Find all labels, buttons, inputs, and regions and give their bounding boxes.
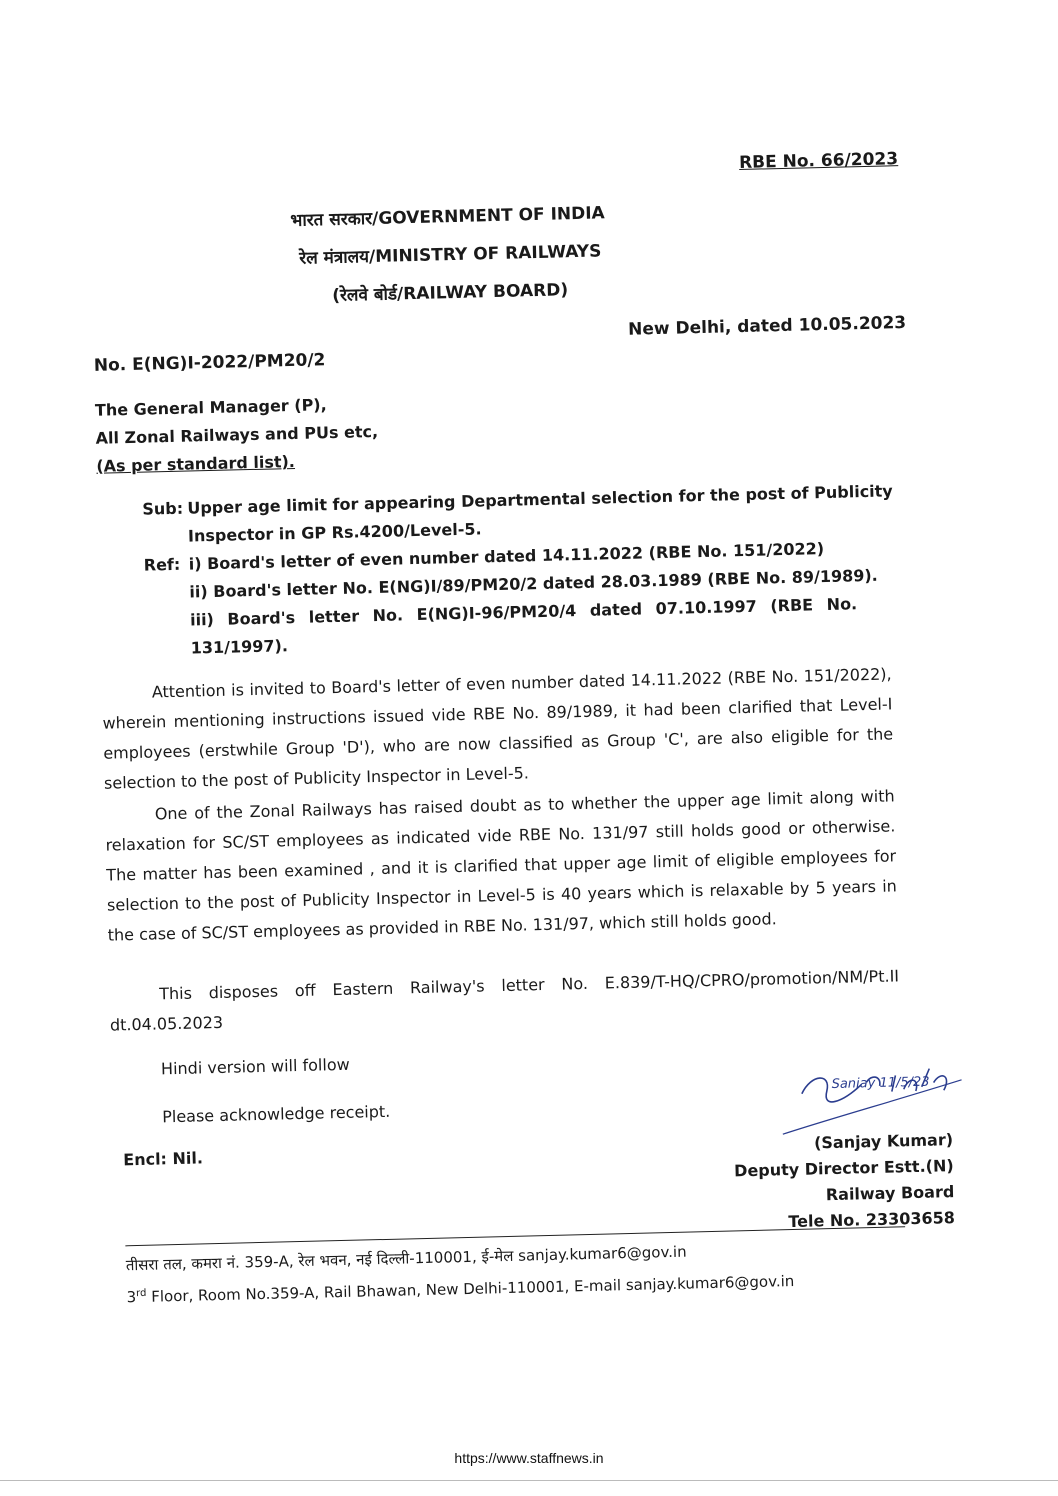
signatory-designation: Deputy Director Estt.(N): [733, 1156, 954, 1181]
signatory-name: (Sanjay Kumar): [813, 1130, 954, 1153]
place-date: New Delhi, dated 10.05.2023: [627, 312, 907, 340]
reference-3-cont: 131/1997).: [190, 636, 289, 658]
footer-hindi-address: तीसरा तल, कमरा नं. 359-A, रेल भवन, नई दिल्ली-110001, ई-मेल sanjay.kumar6@gov.in: [125, 1242, 687, 1275]
paragraph-1: Attention is invited to Board's letter of even number dated 14.11.2022 (RBE No. 151/2022), wherein mentioning instructions issued vide RBE No. 89/1989, it had been clarified that Level-I employees (erstwhile Group 'D'), who are now classified as Group 'C', are also eligible for the selection to the post of Publicity Inspector in Level-5.: [102, 664, 894, 793]
acknowledge-note: Please acknowledge receipt.: [161, 1101, 391, 1127]
addressee-line-1: The General Manager (P),: [94, 395, 327, 420]
signatory-office: Railway Board: [825, 1182, 955, 1205]
reference-2: ii) Board's letter No. E(NG)I/89/PM20/2 dated 28.03.1989 (RBE No. 89/1989).: [189, 565, 878, 602]
reference-1: i) Board's letter of even number dated 14.11.2022 (RBE No. 151/2022): [188, 539, 825, 574]
header-ministry: रेल मंत्रालय/MINISTRY OF RAILWAYS: [299, 241, 602, 269]
hindi-version-note: Hindi version will follow: [160, 1054, 350, 1079]
header-board: (रेलवे बोर्ड/RAILWAY BOARD): [331, 280, 569, 306]
rbe-number: RBE No. 66/2023: [738, 149, 899, 173]
footer-english-address: [126, 1272, 794, 1306]
source-url: https://www.staffnews.in: [454, 1450, 604, 1466]
footer-floor-suffix: rd: [135, 1287, 147, 1300]
file-number: No. E(NG)I-2022/PM20/2: [93, 350, 326, 376]
paragraph-3: This disposes off Eastern Railway's letter No. E.839/T-HQ/CPRO/promotion/NM/Pt.II dt.04.05.2023: [109, 966, 900, 1035]
subject-line-1: Upper age limit for appearing Departmental selection for the post of Publicity: [187, 481, 893, 518]
letter-body: [79, 129, 1008, 1331]
header-government: भारत सरकार/GOVERNMENT OF INDIA: [290, 203, 605, 231]
signatory-telephone: Tele No. 23303658: [788, 1208, 956, 1232]
subject-label: Sub:: [142, 498, 184, 519]
reference-label: Ref:: [143, 554, 181, 575]
addressee-line-2: All Zonal Railways and PUs etc,: [95, 421, 379, 448]
page-bottom-edge: [0, 1480, 1058, 1481]
reference-3: iii) Board's letter No. E(NG)I-96/PM20/4 dated 07.10.1997 (RBE No.: [189, 594, 858, 630]
signature-text: Sanjay 11/5/23: [831, 1074, 930, 1093]
footer-divider: [125, 1226, 905, 1246]
subject-line-2: Inspector in GP Rs.4200/Level-5.: [187, 519, 482, 546]
paragraph-2: One of the Zonal Railways has raised doubt as to whether the upper age limit along with relaxation for SC/ST employees as indicated vide RBE No. 131/97 still holds good or otherwise. The matter has been examined , and it is clarified that upper age limit of eligible employees for selection to the post of Publicity Inspector in Level-5 is 40 years which is relaxable by 5 years in the case of SC/ST employees as provided in RBE No. 131/97, which still holds good.: [105, 786, 898, 945]
footer-address-text: Floor, Room No.359-A, Rail Bhawan, New Delhi-110001, E-mail sanjay.kumar6@gov.in: [146, 1271, 795, 1306]
enclosure-note: Encl: Nil.: [123, 1148, 204, 1170]
footer-floor-number: 3: [126, 1288, 137, 1307]
addressee-line-3: (As per standard list).: [96, 451, 296, 476]
